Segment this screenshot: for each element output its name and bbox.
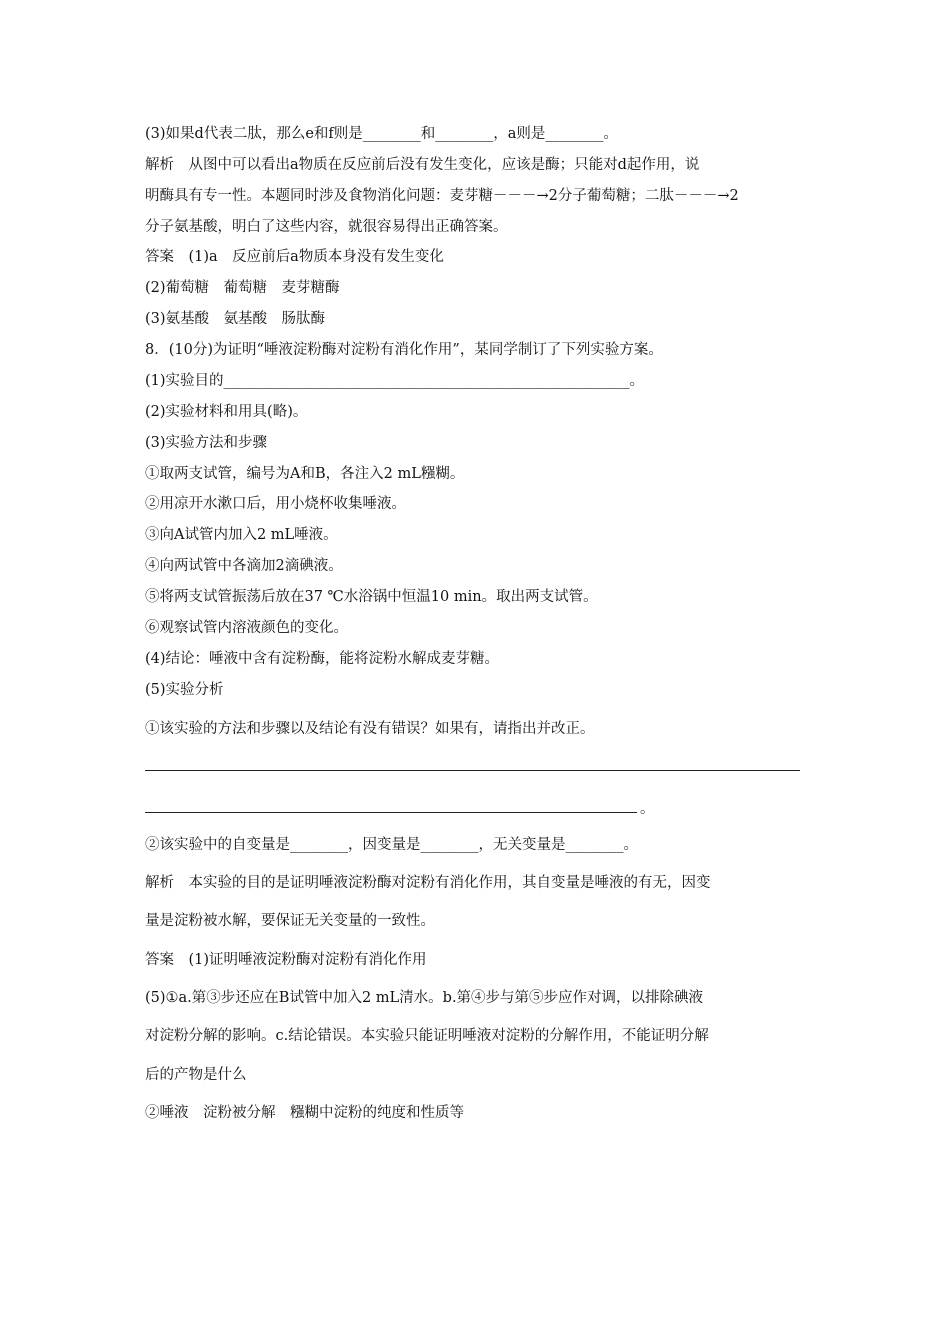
q8-method-heading: (3)实验方法和步骤 (145, 435, 268, 451)
analysis-line-1: 解析 从图中可以看出a物质在反应前后没有发生变化，应该是酶；只能对d起作用，说 (145, 157, 700, 173)
question-3-line: (3)如果d代表二肽，那么e和f则是________和________，a则是________。 (145, 126, 618, 142)
q8-analysis-heading: (5)实验分析 (145, 682, 224, 698)
q8-materials: (2)实验材料和用具(略)。 (145, 404, 308, 420)
q8-step-2: ②用凉开水漱口后，用小烧杯收集唾液。 (145, 496, 406, 512)
answer-blank-line-1 (145, 769, 800, 771)
q8-purpose: (1)实验目的________________________________________________________。 (145, 373, 645, 389)
q8-step-5: ⑤将两支试管振荡后放在37 ℃水浴锅中恒温10 min。取出两支试管。 (145, 589, 598, 605)
q8-analysis-q1: ①该实验的方法和步骤以及结论有没有错误？如果有，请指出并改正。 (145, 721, 595, 737)
analysis-line-2: 明酶具有专一性。本题同时涉及食物消化问题：麦芽糖－－－→2分子葡萄糖；二肽－－－→2 (145, 188, 739, 204)
q8-step-4: ④向两试管中各滴加2滴碘液。 (145, 558, 343, 574)
analysis-line-3: 分子氨基酸，明白了这些内容，就很容易得出正确答案。 (145, 219, 508, 235)
question-8-title: 8．(10分)为证明“唾液淀粉酶对淀粉有消化作用”，某同学制订了下列实验方案。 (145, 342, 663, 358)
answer-blank-end-mark: 。 (640, 801, 655, 817)
answer2-line-1: 答案 (1)证明唾液淀粉酶对淀粉有消化作用 (145, 952, 427, 968)
q8-step-3: ③向A试管内加入2 mL唾液。 (145, 527, 338, 543)
answer2-line-2: (5)①a.第③步还应在B试管中加入2 mL清水。b.第④步与第⑤步应作对调，以排除碘液 (145, 990, 704, 1006)
analysis2-line-1: 解析 本实验的目的是证明唾液淀粉酶对淀粉有消化作用，其自变量是唾液的有无，因变 (145, 875, 711, 891)
answer-blank-line-2 (145, 811, 637, 813)
q8-step-1: ①取两支试管，编号为A和B，各注入2 mL糨糊。 (145, 466, 465, 482)
q8-analysis-q2: ②该实验中的自变量是________，因变量是________，无关变量是________。 (145, 837, 638, 853)
answer-line-1: 答案 (1)a 反应前后a物质本身没有发生变化 (145, 249, 444, 265)
analysis2-line-2: 量是淀粉被水解，要保证无关变量的一致性。 (145, 913, 435, 929)
answer2-line-4: 后的产物是什么 (145, 1067, 247, 1083)
answer2-line-5: ②唾液 淀粉被分解 糨糊中淀粉的纯度和性质等 (145, 1105, 464, 1121)
answer2-line-3: 对淀粉分解的影响。c.结论错误。本实验只能证明唾液对淀粉的分解作用，不能证明分解 (145, 1028, 709, 1044)
q8-step-6: ⑥观察试管内溶液颜色的变化。 (145, 620, 348, 636)
answer-line-2: (2)葡萄糖 葡萄糖 麦芽糖酶 (145, 280, 340, 296)
q8-conclusion: (4)结论：唾液中含有淀粉酶，能将淀粉水解成麦芽糖。 (145, 651, 500, 667)
answer-line-3: (3)氨基酸 氨基酸 肠肽酶 (145, 311, 326, 327)
